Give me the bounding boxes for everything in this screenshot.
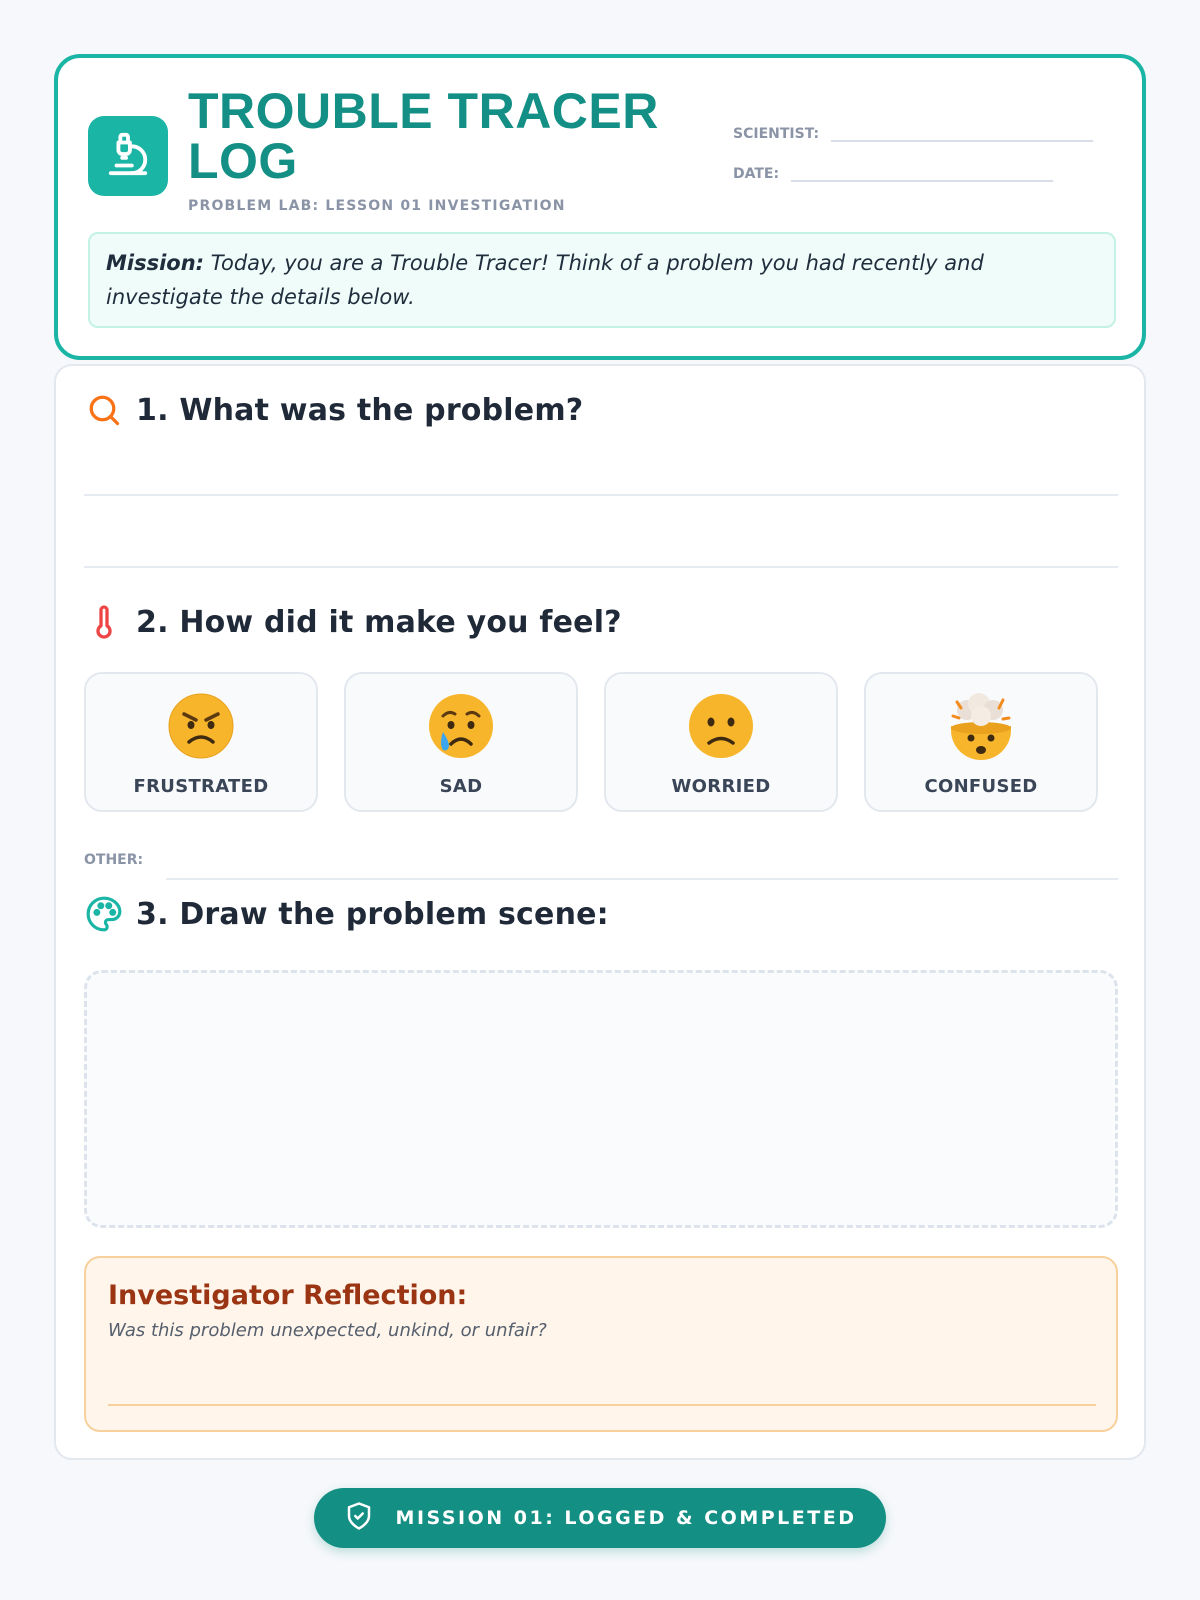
mission-box	[88, 232, 1116, 328]
question-3-title: 3. Draw the problem scene:	[136, 896, 609, 932]
scientist-row	[733, 120, 1093, 142]
problem-answer-line[interactable]	[84, 494, 1118, 496]
feeling-option-confused[interactable]	[864, 672, 1098, 812]
mission-text: Today, you are a Trouble Tracer! Think of a problem you had recently and investigate the details below.	[106, 251, 984, 309]
question-1-title: 1. What was the problem?	[136, 392, 584, 428]
other-feeling-field[interactable]	[166, 878, 1118, 880]
scientist-label: SCIENTIST:	[733, 126, 820, 142]
scientist-field[interactable]	[831, 120, 1093, 142]
other-label: OTHER:	[84, 852, 144, 868]
worksheet-card	[54, 364, 1146, 1460]
palette-icon	[84, 894, 124, 934]
question-3-header	[84, 894, 609, 934]
feeling-label: WORRIED	[671, 776, 771, 797]
feeling-label: SAD	[439, 776, 483, 797]
reflection-box	[84, 1256, 1118, 1432]
reflection-question: Was this problem unexpected, unkind, or unfair?	[108, 1320, 547, 1341]
feeling-label: CONFUSED	[924, 776, 1038, 797]
problem-answer-line[interactable]	[84, 566, 1118, 568]
page-title: TROUBLE TRACER LOG	[188, 83, 659, 189]
feeling-option-worried[interactable]	[604, 672, 838, 812]
frustrated-face-icon	[167, 674, 235, 764]
worried-face-icon	[687, 674, 755, 764]
question-2-header	[84, 602, 622, 642]
question-2-title: 2. How did it make you feel?	[136, 604, 622, 640]
sad-face-icon	[427, 674, 495, 764]
date-field[interactable]	[791, 160, 1053, 182]
thermometer-icon	[84, 602, 124, 642]
shield-check-icon	[344, 1501, 374, 1535]
drawing-area[interactable]	[84, 970, 1118, 1228]
header-card	[54, 54, 1146, 360]
exploding-head-icon	[947, 674, 1015, 764]
search-icon	[84, 390, 124, 430]
feeling-label: FRUSTRATED	[133, 776, 269, 797]
question-1-header	[84, 390, 583, 430]
reflection-answer-line[interactable]	[108, 1404, 1096, 1406]
mission-complete-badge	[314, 1488, 886, 1548]
mission-label: Mission:	[106, 251, 205, 275]
date-label: DATE:	[733, 166, 780, 182]
microscope-icon	[105, 131, 151, 181]
logo-badge	[88, 116, 168, 196]
reflection-title: Investigator Reflection:	[108, 1280, 468, 1311]
date-row	[733, 160, 1053, 182]
footer-text: MISSION 01: LOGGED & COMPLETED	[395, 1507, 857, 1529]
feeling-option-sad[interactable]	[344, 672, 578, 812]
page-subtitle: PROBLEM LAB: LESSON 01 INVESTIGATION	[188, 198, 566, 214]
feeling-option-frustrated[interactable]	[84, 672, 318, 812]
